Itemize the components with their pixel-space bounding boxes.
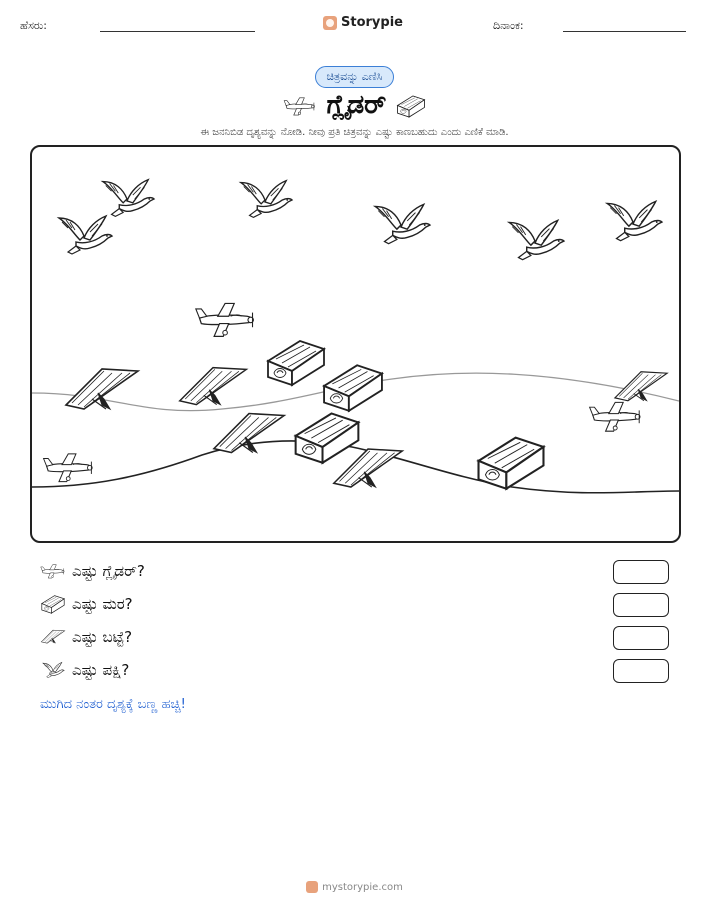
color-instruction: ಮುಗಿದ ನಂತರ ದೃಶ್ಯಕ್ಕೆ ಬಣ್ಣ ಹಚ್ಚಿ! [40,697,186,712]
bird [607,201,662,240]
date-label: ದಿನಾಂಕ: [493,19,524,32]
instruction-text: ಈ ಜನನಿಬಿಡ ದೃಶ್ಯವನ್ನು ನೋಡಿ. ನೀವು ಪ್ರತಿ ಚಿತ್ರವನ್ನು ಎಷ್ಟು ಕಾಣಬಹುದು ಎಂದು ಎಣಿಕೆ ಮಾಡಿ. [200,127,509,138]
site-url[interactable]: mystorypie.com [322,881,403,893]
glider-plane [196,303,254,336]
title-wrap [0,90,709,121]
hang-glider [66,369,138,409]
scene-panel [30,145,681,543]
bird [59,216,112,254]
hang-glider [214,414,284,453]
answer-box-wood[interactable] [613,593,669,617]
wood-plank-icon [396,94,426,118]
glider-plane [590,402,640,431]
wood-plank-icon [40,594,66,614]
storypie-mascot-icon [306,881,318,893]
question-text: ಎಷ್ಟು ಗ್ಲೈಡರ್? [72,562,145,580]
glider-plane-icon [40,561,66,581]
question-text: ಎಷ್ಟು ಪಕ್ಷಿ? [72,661,130,679]
bird [241,181,292,218]
wood-plank [479,438,544,489]
answer-box-glider[interactable] [613,560,669,584]
bird [509,220,564,259]
hang-glider [334,449,402,487]
question-row-bird [40,660,129,680]
wood-plank [324,365,382,410]
badge-wrap [0,66,709,88]
answer-box-bird[interactable] [613,659,669,683]
question-text: ಎಷ್ಟು ಮರ? [72,595,133,613]
count-badge: ಚಿತ್ರವನ್ನು ಎಣಿಸಿ [315,66,393,88]
storypie-mascot-icon [323,16,337,30]
bird [103,180,154,217]
scene-drawing [32,147,679,541]
hang-glider-icon [40,627,66,647]
bird [375,204,430,243]
question-row-glider [40,561,145,581]
glider-plane [44,454,93,482]
question-text: ಎಷ್ಟು ಬಟ್ಟೆ? [72,628,133,646]
answer-box-hang-glider[interactable] [613,626,669,650]
question-row-wood [40,594,133,614]
site-footer [0,881,709,893]
wood-plank [296,413,359,462]
brand [323,15,403,30]
date-line[interactable] [563,31,686,32]
name-label: ಹೆಸರು: [20,19,47,32]
wood-plank [268,341,324,385]
name-line[interactable] [100,31,255,32]
glider-plane-icon [283,94,317,118]
bird-icon [40,660,66,680]
hang-glider [180,368,247,405]
question-row-hang-glider [40,627,132,647]
brand-name: Storypie [341,15,403,30]
page-title: ಗ್ಲೈಡರ್ [326,90,387,120]
